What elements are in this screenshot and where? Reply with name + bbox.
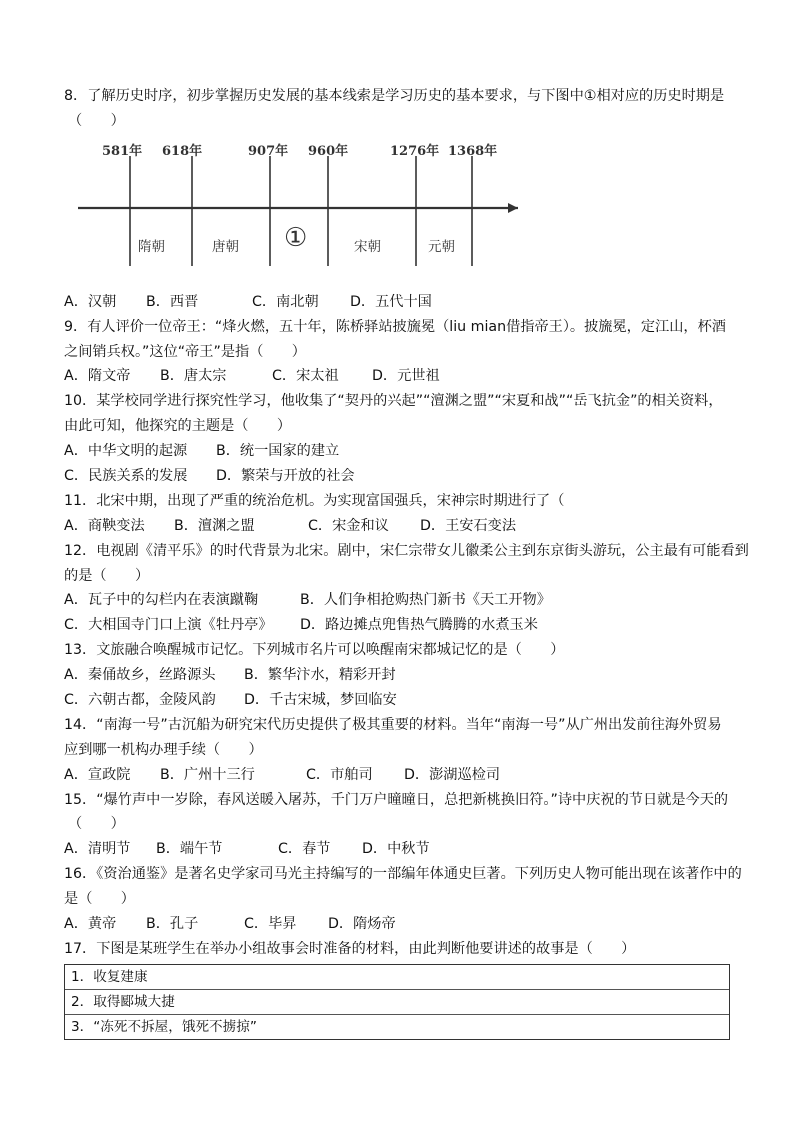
q14-option-b[interactable]: B．广州十三行 [160,766,255,783]
q9-option-c[interactable]: C．宋太祖 [272,368,339,385]
q8-option-d[interactable]: D．五代十国 [350,293,432,310]
era-blank-marker: ① [284,222,308,253]
q16-option-a[interactable]: A．黄帝 [64,916,117,933]
q8-stem-line2: （ ） [68,112,125,129]
q10-stem-line1: 10．某学校同学进行探究性学习，他收集了“契丹的兴起”“澶渊之盟”“宋夏和战”“岳飞抗金”的相关资料， [64,393,723,410]
q12-options-row2 [64,613,736,638]
q14-option-a[interactable]: A．宣政院 [64,766,131,783]
q13-options-row2 [64,688,736,713]
timeline-figure [78,138,518,286]
q8-option-b[interactable]: B．西晋 [146,293,199,310]
q16-option-c[interactable]: C．毕昇 [244,916,297,933]
q13-options-row1 [64,663,736,688]
q13-option-c[interactable]: C．六朝古都，金陵风韵 [64,692,216,709]
q9-stem-line2: 之间销兵权。”这位“帝王”是指（ ） [64,343,306,360]
q13-option-a[interactable]: A．秦俑故乡，丝路源头 [64,667,216,684]
q16-stem-line2: 是（ ） [64,891,135,908]
q14-options [64,763,736,788]
era-yuan: 元朝 [428,238,455,255]
q12-option-b[interactable]: B．人们争相抢购热门新书《天工开物》 [300,592,551,609]
q15-stem-line1: 15．“爆竹声中一岁除，春风送暖入屠苏，千门万户曈曈日，总把新桃换旧符。”诗中庆祝的节日就是今天的 [64,791,729,808]
q10-option-a[interactable]: A．中华文明的起源 [64,443,188,460]
q10-option-b[interactable]: B．统一国家的建立 [216,443,340,460]
q9-stem-line1: 9．有人评价一位帝王：“烽火燃，五十年，陈桥驿站披旒冕（liu mian借指帝王）。披旒冕，定江山，杯酒 [64,318,726,335]
q9-option-a[interactable]: A．隋文帝 [64,368,131,385]
year-907: 907年 [248,143,289,159]
q11-stem-line1: 11．北宋中期，出现了严重的统治危机。为实现富国强兵，宋神宗时期进行了（ [64,492,565,509]
q11-option-b[interactable]: B．澶渊之盟 [174,517,255,534]
year-960: 960年 [308,143,349,159]
era-tang: 唐朝 [212,238,239,255]
q16-option-b[interactable]: B．孔子 [146,916,199,933]
q17-box-item-3: 3．“冻死不拆屋，饿死不掳掠” [65,1014,729,1039]
q14-option-c[interactable]: C．市舶司 [306,766,373,783]
q12-options-row1 [64,588,736,613]
year-1368: 1368年 [448,143,498,159]
q15-option-d[interactable]: D．中秋节 [362,841,430,858]
q12-option-d[interactable]: D．路边摊点兜售热气腾腾的水煮玉米 [300,617,538,634]
q15-option-b[interactable]: B．端午节 [156,841,223,858]
q10-option-c[interactable]: C．民族关系的发展 [64,468,188,485]
q11-option-a[interactable]: A．商鞅变法 [64,517,145,534]
timeline-arrow [508,203,518,213]
q17-stem-line1: 17．下图是某班学生在举办小组故事会时准备的材料，由此判断他要讲述的故事是（ ） [64,940,636,957]
q11-option-d[interactable]: D．王安石变法 [420,517,517,534]
q10-option-d[interactable]: D．繁荣与开放的社会 [216,468,355,485]
q9-option-b[interactable]: B．唐太宗 [160,368,227,385]
year-618: 618年 [162,143,203,159]
q11-option-c[interactable]: C．宋金和议 [308,517,389,534]
q16-stem-line1: 16．《资治通鉴》是著名史学家司马光主持编写的一部编年体通史巨著。下列历史人物可能出现在该著作中的 [64,866,742,883]
era-song: 宋朝 [354,238,381,255]
q15-stem-line2: （ ） [68,816,125,833]
year-581: 581年 [102,143,143,159]
q14-stem-line1: 14．“南海一号”古沉船为研究宋代历史提供了极其重要的材料。当年“南海一号”从广州出发前往海外贸易 [64,716,722,733]
q14-option-d[interactable]: D．澎湖巡检司 [404,766,501,783]
q12-stem-line2: 的是（ ） [64,567,150,584]
q17-material-box [64,964,730,1040]
q8-option-c[interactable]: C．南北朝 [252,293,319,310]
q17-box-item-2: 2．取得郾城大捷 [65,989,729,1014]
q12-option-a[interactable]: A．瓦子中的勾栏内在表演蹴鞠 [64,592,259,609]
q8-options [64,290,736,315]
question-page [64,84,749,1040]
q8-stem-line1: 8．了解历史时序，初步掌握历史发展的基本线索是学习历史的基本要求，与下图中①相对应的历史时期是 [64,88,725,104]
q9-option-d[interactable]: D．元世祖 [372,368,440,385]
q13-option-d[interactable]: D．千古宋城，梦回临安 [244,692,397,709]
era-sui: 隋朝 [138,238,165,255]
q15-option-c[interactable]: C．春节 [278,841,331,858]
q9-options [64,364,736,389]
q16-options [64,912,736,937]
q16-option-d[interactable]: D．隋炀帝 [328,916,396,933]
q17-box-item-1: 1．收复建康 [71,968,148,985]
q10-options-row2 [64,464,736,489]
q15-options [64,837,736,862]
q12-option-c[interactable]: C．大相国寺门口上演《牡丹亭》 [64,617,273,634]
q15-option-a[interactable]: A．清明节 [64,841,131,858]
q8-option-a[interactable]: A．汉朝 [64,293,117,310]
q10-options-row1 [64,439,736,464]
q13-option-b[interactable]: B．繁华汴水，精彩开封 [244,667,396,684]
q13-stem-line1: 13．文旅融合唤醒城市记忆。下列城市名片可以唤醒南宋都城记忆的是（ ） [64,642,565,659]
year-1276: 1276年 [390,143,440,159]
q10-stem-line2: 由此可知，他探究的主题是（ ） [64,418,292,435]
q14-stem-line2: 应到哪一机构办理手续（ ） [64,741,263,758]
q11-options [64,514,736,539]
q12-stem-line1: 12．电视剧《清平乐》的时代背景为北宋。剧中，宋仁宗带女儿徽柔公主到东京街头游玩，公主最有可能看到 [64,542,749,559]
